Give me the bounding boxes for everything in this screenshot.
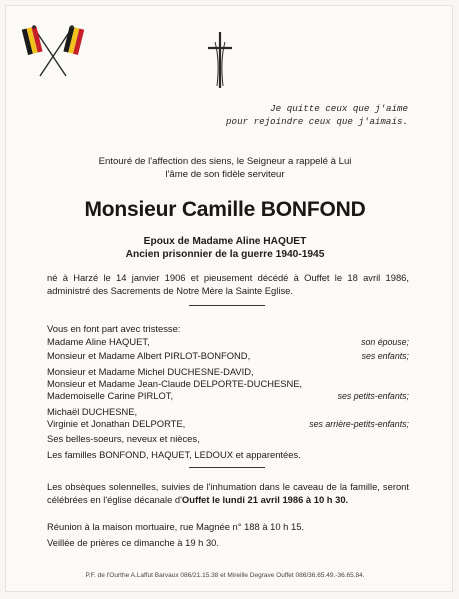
funeral-info	[47, 481, 409, 507]
deceased-title: Monsieur Camille	[84, 198, 256, 221]
quote-line-2: pour rejoindre ceux que j'aimais.	[226, 115, 408, 127]
family-great-grandchild-1: Michaël DUCHESNE,	[47, 406, 138, 417]
intro-text	[20, 156, 430, 181]
family-relation: ses petits-enfants;	[337, 391, 409, 401]
divider	[189, 467, 265, 468]
funeral-text: Les obsèques solennelles, suivies de l'inhumation dans le caveau de la famille, seront célébrées en l'église décanale d'	[47, 481, 409, 505]
family-relation: ses enfants;	[361, 351, 409, 361]
family-name: Monsieur et Madame Albert PIRLOT-BONFOND,	[47, 350, 251, 361]
reunion-info: Réunion à la maison mortuaire, rue Magnée n° 188 à 10 h 15.	[47, 521, 305, 532]
funeral-date: Ouffet le lundi 21 avril 1986 à 10 h 30.	[181, 493, 349, 505]
family-children	[47, 350, 409, 362]
family-wife	[47, 336, 409, 348]
deceased-name	[20, 198, 430, 222]
deceased-surname: BONFOND	[260, 198, 366, 221]
divider	[189, 305, 265, 306]
prisoner-line: Ancien prisonnier de la guerre 1940-1945	[125, 249, 325, 260]
vigil-info: Veillée de prières ce dimanche à 19 h 30.	[47, 537, 219, 548]
spouse-info	[20, 235, 430, 261]
intro-line-2: l'âme de son fidèle serviteur	[165, 168, 285, 180]
family-grandchild-3	[47, 390, 409, 402]
family-families: Les familles BONFOND, HAQUET, LEDOUX et apparentées.	[47, 449, 301, 460]
family-grandchild-1: Monsieur et Madame Michel DUCHESNE-DAVID,	[47, 366, 254, 377]
family-name: Virginie et Jonathan DELPORTE,	[47, 418, 186, 429]
poem-quote	[210, 103, 408, 128]
biography: né à Harzé le 14 janvier 1906 et pieusement décédé à Ouffet le 18 avril 1986, administré des Sacrements de Notre Mère la Sainte Eglise.	[47, 272, 409, 296]
belgian-flags-icon	[20, 22, 86, 78]
intro-line-1: Entouré de l'affection des siens, le Seigneur a rappelé à Lui	[98, 156, 352, 167]
family-name: Mademoiselle Carine PIRLOT,	[47, 390, 174, 401]
family-inlaws: Ses belles-soeurs, neveux et nièces,	[47, 433, 200, 444]
funeral-home-footer: P.F. de l'Ourthe A.Laffut Barvaux 086/21.15.38 et Mireille Degrave Ouffet 086/36.65.49.-36.65.84.	[85, 572, 365, 579]
family-great-grandchild-2	[47, 418, 409, 430]
family-relation: son épouse;	[361, 337, 409, 347]
cross-icon	[203, 30, 237, 90]
family-relation: ses arrière-petits-enfants;	[309, 419, 409, 429]
family-name: Madame Aline HAQUET,	[47, 336, 150, 347]
quote-line-1: Je quitte ceux que j'aime	[270, 103, 408, 114]
announce-line: Vous en font part avec tristesse:	[47, 323, 181, 334]
family-grandchild-2: Monsieur et Madame Jean-Claude DELPORTE-DUCHESNE,	[47, 378, 303, 389]
spouse-line: Epoux de Madame Aline HAQUET	[143, 236, 307, 247]
